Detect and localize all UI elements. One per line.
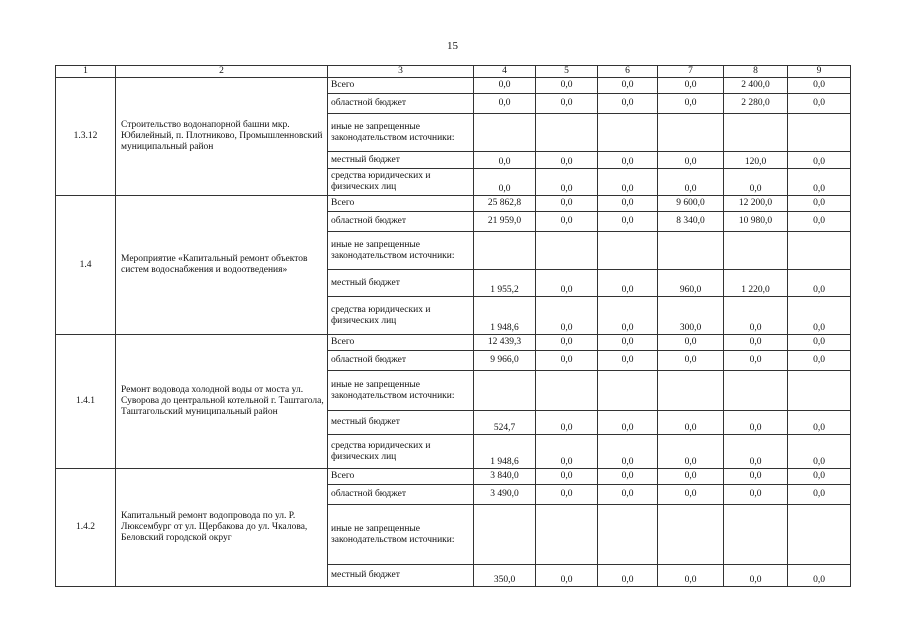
page-number: 15 xyxy=(447,40,458,52)
column-header-7: 7 xyxy=(658,66,724,78)
value-cell: 0,0 xyxy=(724,469,788,485)
value-cell xyxy=(536,114,598,152)
value-cell: 0,0 xyxy=(536,94,598,114)
funding-source: областной бюджет xyxy=(328,351,474,371)
value-cell: 0,0 xyxy=(598,435,658,469)
value-cell: 10 980,0 xyxy=(724,212,788,232)
value-cell xyxy=(724,505,788,565)
value-cell: 0,0 xyxy=(788,565,851,587)
section-name: Строительство водонапорной башни мкр. Юбилейный, п. Плотниково, Промышленновский муниципальный район xyxy=(116,78,328,196)
value-cell: 0,0 xyxy=(536,270,598,297)
value-cell: 0,0 xyxy=(658,78,724,94)
value-cell: 0,0 xyxy=(724,435,788,469)
value-cell: 0,0 xyxy=(598,485,658,505)
value-cell: 0,0 xyxy=(474,152,536,169)
value-cell: 0,0 xyxy=(658,351,724,371)
section-name: Капитальный ремонт водопровода по ул. Р. Люксембург от ул. Щербакова до ул. Чкалова, Беловский городской округ xyxy=(116,469,328,587)
value-cell: 0,0 xyxy=(536,212,598,232)
funding-source: средства юридических и физических лиц xyxy=(328,169,474,196)
value-cell: 2 400,0 xyxy=(724,78,788,94)
table-row xyxy=(56,469,851,485)
value-cell: 0,0 xyxy=(788,335,851,351)
value-cell: 0,0 xyxy=(598,411,658,435)
header-row xyxy=(56,66,851,78)
value-cell: 350,0 xyxy=(474,565,536,587)
column-header-8: 8 xyxy=(724,66,788,78)
value-cell: 0,0 xyxy=(598,196,658,212)
value-cell: 0,0 xyxy=(536,297,598,335)
section-code: 1.4.1 xyxy=(56,335,116,469)
value-cell: 9 600,0 xyxy=(658,196,724,212)
funding-source: местный бюджет xyxy=(328,411,474,435)
funding-source: Всего xyxy=(328,335,474,351)
value-cell xyxy=(598,232,658,270)
value-cell: 3 490,0 xyxy=(474,485,536,505)
value-cell: 960,0 xyxy=(658,270,724,297)
value-cell: 0,0 xyxy=(598,351,658,371)
funding-source: иные не запрещенные законодательством источники: xyxy=(328,371,474,411)
value-cell: 0,0 xyxy=(598,335,658,351)
value-cell: 0,0 xyxy=(474,169,536,196)
value-cell xyxy=(788,505,851,565)
funding-source: средства юридических и физических лиц xyxy=(328,297,474,335)
value-cell: 8 340,0 xyxy=(658,212,724,232)
value-cell: 0,0 xyxy=(788,435,851,469)
value-cell: 0,0 xyxy=(658,469,724,485)
value-cell: 0,0 xyxy=(598,212,658,232)
value-cell xyxy=(536,232,598,270)
value-cell xyxy=(658,232,724,270)
funding-source: средства юридических и физических лиц xyxy=(328,435,474,469)
funding-source: иные не запрещенные законодательством источники: xyxy=(328,232,474,270)
value-cell: 0,0 xyxy=(658,335,724,351)
value-cell xyxy=(474,371,536,411)
value-cell: 0,0 xyxy=(658,565,724,587)
value-cell xyxy=(474,505,536,565)
column-header-2: 2 xyxy=(116,66,328,78)
funding-source: Всего xyxy=(328,469,474,485)
value-cell: 0,0 xyxy=(598,78,658,94)
value-cell: 0,0 xyxy=(658,169,724,196)
value-cell: 1 948,6 xyxy=(474,435,536,469)
value-cell: 12 439,3 xyxy=(474,335,536,351)
value-cell xyxy=(598,114,658,152)
funding-source: местный бюджет xyxy=(328,565,474,587)
value-cell xyxy=(536,505,598,565)
value-cell: 0,0 xyxy=(788,469,851,485)
funding-source: областной бюджет xyxy=(328,212,474,232)
value-cell xyxy=(724,371,788,411)
table-row xyxy=(56,335,851,351)
value-cell: 0,0 xyxy=(658,94,724,114)
value-cell: 0,0 xyxy=(788,169,851,196)
value-cell: 0,0 xyxy=(658,152,724,169)
value-cell: 0,0 xyxy=(788,152,851,169)
value-cell: 0,0 xyxy=(658,435,724,469)
value-cell xyxy=(788,232,851,270)
value-cell: 25 862,8 xyxy=(474,196,536,212)
value-cell: 9 966,0 xyxy=(474,351,536,371)
section-name: Мероприятие «Капитальный ремонт объектов систем водоснабжения и водоотведения» xyxy=(116,196,328,335)
value-cell: 0,0 xyxy=(788,78,851,94)
value-cell: 0,0 xyxy=(536,78,598,94)
value-cell: 0,0 xyxy=(536,411,598,435)
value-cell: 0,0 xyxy=(598,297,658,335)
funding-source: местный бюджет xyxy=(328,152,474,169)
funding-source: иные не запрещенные законодательством источники: xyxy=(328,114,474,152)
section-code: 1.4 xyxy=(56,196,116,335)
value-cell xyxy=(724,114,788,152)
column-header-9: 9 xyxy=(788,66,851,78)
value-cell xyxy=(788,114,851,152)
value-cell: 1 955,2 xyxy=(474,270,536,297)
value-cell: 524,7 xyxy=(474,411,536,435)
value-cell: 0,0 xyxy=(598,469,658,485)
value-cell xyxy=(474,114,536,152)
value-cell: 0,0 xyxy=(788,351,851,371)
budget-table xyxy=(55,65,851,587)
funding-source: Всего xyxy=(328,78,474,94)
value-cell: 0,0 xyxy=(724,351,788,371)
section-code: 1.3.12 xyxy=(56,78,116,196)
value-cell: 0,0 xyxy=(598,565,658,587)
value-cell: 1 220,0 xyxy=(724,270,788,297)
value-cell: 3 840,0 xyxy=(474,469,536,485)
value-cell xyxy=(536,371,598,411)
column-header-5: 5 xyxy=(536,66,598,78)
value-cell: 300,0 xyxy=(658,297,724,335)
value-cell: 0,0 xyxy=(724,565,788,587)
value-cell: 0,0 xyxy=(536,335,598,351)
value-cell: 0,0 xyxy=(598,169,658,196)
value-cell: 12 200,0 xyxy=(724,196,788,212)
value-cell xyxy=(474,232,536,270)
value-cell: 0,0 xyxy=(474,94,536,114)
column-header-6: 6 xyxy=(598,66,658,78)
value-cell: 0,0 xyxy=(536,435,598,469)
value-cell xyxy=(598,505,658,565)
value-cell: 0,0 xyxy=(536,565,598,587)
value-cell xyxy=(658,505,724,565)
funding-source: областной бюджет xyxy=(328,485,474,505)
funding-source: Всего xyxy=(328,196,474,212)
value-cell: 0,0 xyxy=(536,196,598,212)
value-cell: 0,0 xyxy=(474,78,536,94)
value-cell: 0,0 xyxy=(788,297,851,335)
value-cell: 0,0 xyxy=(788,196,851,212)
value-cell xyxy=(658,371,724,411)
section-name: Ремонт водовода холодной воды от моста ул. Суворова до центральной котельной г. Таштагола, Таштагольский муниципальный район xyxy=(116,335,328,469)
table-row xyxy=(56,196,851,212)
value-cell: 0,0 xyxy=(724,411,788,435)
value-cell: 0,0 xyxy=(724,335,788,351)
table-row xyxy=(56,78,851,94)
value-cell: 21 959,0 xyxy=(474,212,536,232)
value-cell: 2 280,0 xyxy=(724,94,788,114)
column-header-4: 4 xyxy=(474,66,536,78)
value-cell: 0,0 xyxy=(788,485,851,505)
value-cell: 0,0 xyxy=(536,152,598,169)
value-cell xyxy=(724,232,788,270)
value-cell: 0,0 xyxy=(788,411,851,435)
funding-source: областной бюджет xyxy=(328,94,474,114)
value-cell: 0,0 xyxy=(536,351,598,371)
value-cell: 120,0 xyxy=(724,152,788,169)
value-cell: 0,0 xyxy=(598,152,658,169)
value-cell: 0,0 xyxy=(598,270,658,297)
value-cell: 0,0 xyxy=(724,297,788,335)
funding-source: иные не запрещенные законодательством источники: xyxy=(328,505,474,565)
value-cell: 0,0 xyxy=(788,270,851,297)
value-cell: 0,0 xyxy=(598,94,658,114)
column-header-3: 3 xyxy=(328,66,474,78)
value-cell: 0,0 xyxy=(536,469,598,485)
value-cell xyxy=(598,371,658,411)
value-cell: 0,0 xyxy=(658,485,724,505)
value-cell: 0,0 xyxy=(724,485,788,505)
value-cell xyxy=(788,371,851,411)
column-header-1: 1 xyxy=(56,66,116,78)
value-cell: 1 948,6 xyxy=(474,297,536,335)
value-cell: 0,0 xyxy=(536,169,598,196)
value-cell: 0,0 xyxy=(788,94,851,114)
section-code: 1.4.2 xyxy=(56,469,116,587)
value-cell: 0,0 xyxy=(658,411,724,435)
value-cell: 0,0 xyxy=(536,485,598,505)
value-cell xyxy=(658,114,724,152)
value-cell: 0,0 xyxy=(724,169,788,196)
value-cell: 0,0 xyxy=(788,212,851,232)
funding-source: местный бюджет xyxy=(328,270,474,297)
